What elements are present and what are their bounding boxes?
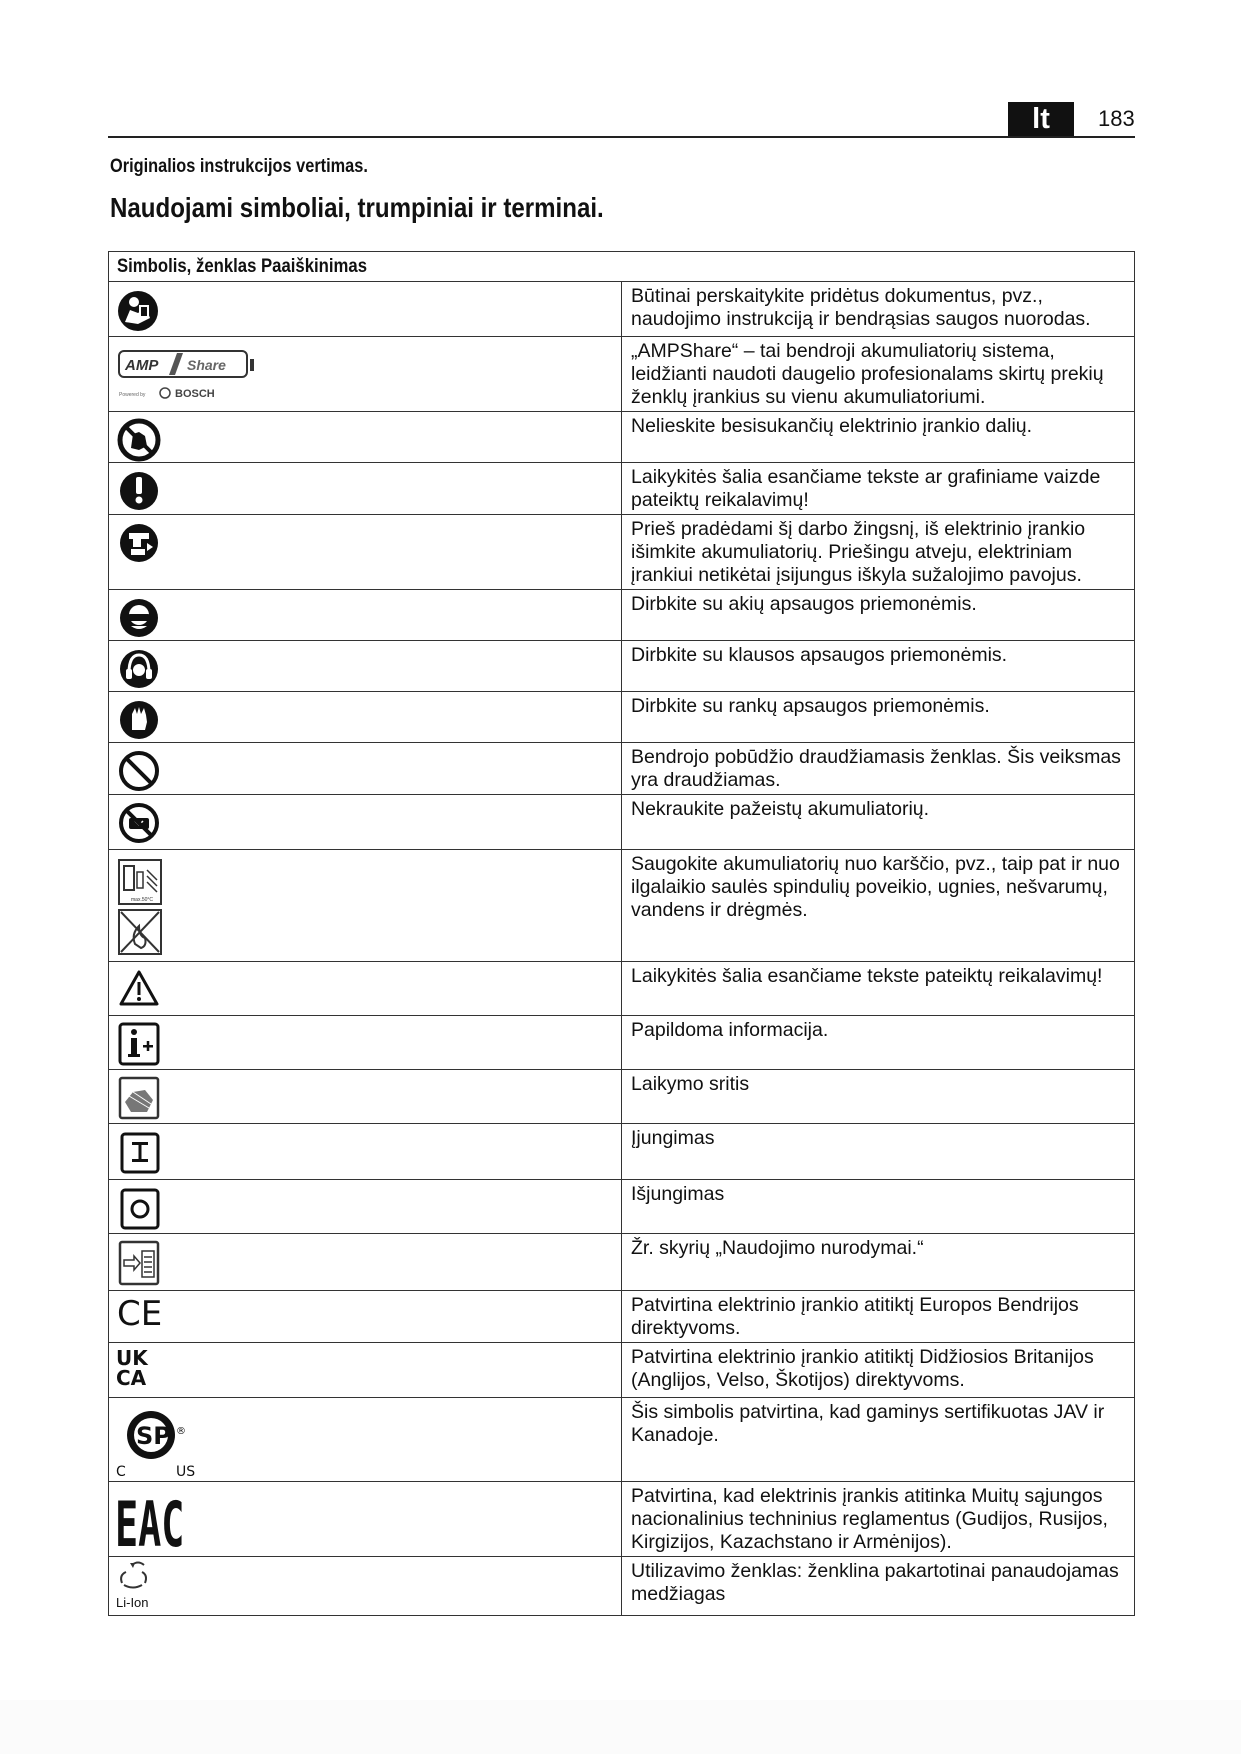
li-ion-label: Li-Ion	[116, 1595, 149, 1610]
explanation-cell: Papildoma informacija.	[622, 1016, 1135, 1070]
max-temperature-label: max.50°C	[131, 897, 154, 903]
symbol-cell	[109, 1124, 622, 1180]
table-row	[109, 692, 1135, 743]
symbol-cell	[109, 1398, 622, 1482]
table-row	[109, 1343, 1135, 1398]
table-row	[109, 962, 1135, 1016]
explanation-cell: Saugokite akumuliatorių nuo karščio, pvz., taip pat ir nuo ilgalaikio saulės spindulių poveikio, ugnies, nešvarumų, vandens ir drėgmės.	[622, 850, 1135, 962]
amp-text: AMP	[125, 357, 159, 374]
table-row	[109, 282, 1135, 337]
ukca-bottom-label: CA	[116, 1366, 147, 1390]
explanation-cell: Utilizavimo ženklas: ženklina pakartotinai panaudojamas medžiagas	[622, 1557, 1135, 1616]
table-header-row	[109, 252, 1135, 282]
symbol-cell	[109, 515, 622, 590]
info-icon	[117, 1018, 167, 1068]
exclamation-icon	[117, 465, 167, 513]
explanation-cell: Nekraukite pažeistų akumuliatorių.	[622, 795, 1135, 850]
ce-mark-label: CE	[117, 1294, 163, 1331]
eye-protection-icon	[117, 592, 167, 640]
symbol-cell	[109, 850, 622, 962]
explanation-cell: Dirbkite su akių apsaugos priemonėmis.	[622, 590, 1135, 641]
csa-mark-icon	[116, 1398, 216, 1480]
explanation-cell: Įjungimas	[622, 1124, 1135, 1180]
csa-us-label: US	[176, 1464, 196, 1480]
explanation-cell: Bendrojo pobūdžio draudžiamasis ženklas. Šis veiksmas yra draudžiamas.	[622, 743, 1135, 795]
table-row	[109, 337, 1135, 412]
symbol-cell	[109, 962, 622, 1016]
share-text: Share	[187, 357, 226, 373]
explanation-cell: Prieš pradėdami šį darbo žingsnį, iš elektrinio įrankio išimkite akumuliatorių. Priešingu atveju, elektriniam įrankiui netikėtai įsijungus iškyla sužalojimo pavojus.	[622, 515, 1135, 590]
power-off-icon	[117, 1182, 167, 1232]
eac-mark-label: EAC	[115, 1489, 185, 1554]
symbol-cell	[109, 1234, 622, 1291]
table-row	[109, 641, 1135, 692]
recycling-li-ion-icon	[116, 1557, 176, 1613]
ukca-mark-icon	[116, 1343, 176, 1393]
powered-by-text: Powered by	[119, 392, 146, 398]
table-row	[109, 1291, 1135, 1343]
table-row	[109, 1557, 1135, 1616]
explanation-cell: Patvirtina elektrinio įrankio atitiktį Europos Bendrijos direktyvoms.	[622, 1291, 1135, 1343]
symbol-cell	[109, 641, 622, 692]
read-manual-icon	[116, 286, 176, 336]
explanation-cell: Dirbkite su rankų apsaugos priemonėmis.	[622, 692, 1135, 743]
csa-c-label: C	[116, 1464, 126, 1480]
ampshare-logo-icon	[117, 339, 267, 409]
no-charge-damaged-battery-icon	[117, 797, 167, 845]
table-row	[109, 1398, 1135, 1482]
symbol-cell	[109, 1070, 622, 1124]
power-on-icon	[117, 1126, 167, 1176]
explanation-cell: Patvirtina elektrinio įrankio atitiktį Didžiosios Britanijos (Anglijos, Velso, Škotijos) direktyvoms.	[622, 1343, 1135, 1398]
table-row	[109, 1070, 1135, 1124]
explanation-cell: „AMPShare“ – tai bendroji akumuliatorių sistema, leidžianti naudoti daugelio profesionalams skirtų prekių ženklų įrankius su vienu akumuliatoriumi.	[622, 337, 1135, 412]
symbols-table	[108, 251, 1135, 1616]
symbol-cell	[109, 463, 622, 515]
explanation-cell: Laikykitės šalia esančiame tekste ar grafiniame vaizde pateiktų reikalavimų!	[622, 463, 1135, 515]
explanation-cell: Būtinai perskaitykite pridėtus dokumentus, pvz., naudojimo instrukciją ir bendrąsias saugos nuorodas.	[622, 282, 1135, 337]
csa-registered-label: ®	[176, 1426, 186, 1437]
eac-mark-icon	[115, 1484, 195, 1554]
remove-battery-icon	[117, 517, 167, 565]
symbol-cell	[109, 337, 622, 412]
see-section-icon	[117, 1236, 167, 1288]
warning-triangle-icon	[117, 964, 167, 1012]
ce-mark-icon	[115, 1291, 175, 1331]
table-row	[109, 1234, 1135, 1291]
hand-protection-icon	[117, 694, 167, 742]
table-row	[109, 515, 1135, 590]
ukca-top-label: UK	[116, 1346, 148, 1370]
table-row	[109, 1482, 1135, 1557]
header-rule	[108, 136, 1135, 138]
symbol-cell	[109, 1482, 622, 1557]
page-number: 183	[1098, 106, 1135, 131]
symbol-cell	[109, 1180, 622, 1234]
explanation-cell: Šis simbolis patvirtina, kad gaminys sertifikuotas JAV ir Kanadoje.	[622, 1398, 1135, 1482]
symbol-cell	[109, 795, 622, 850]
explanation-cell: Nelieskite besisukančių elektrinio įrankio dalių.	[622, 412, 1135, 463]
explanation-cell: Laikykitės šalia esančiame tekste pateiktų reikalavimų!	[622, 962, 1135, 1016]
table-row	[109, 463, 1135, 515]
table-row	[109, 850, 1135, 962]
table-row	[109, 795, 1135, 850]
explanation-cell: Laikymo sritis	[622, 1070, 1135, 1124]
grip-area-icon	[117, 1072, 167, 1122]
protect-battery-heat-icon	[117, 852, 177, 960]
symbol-cell	[109, 590, 622, 641]
table-header: Simbolis, ženklas Paaiškinimas	[109, 252, 1135, 282]
csa-center-label: SP	[136, 1422, 171, 1450]
do-not-touch-icon	[117, 414, 167, 462]
symbol-cell	[109, 692, 622, 743]
table-row	[109, 412, 1135, 463]
language-badge: lt	[1008, 102, 1074, 136]
symbol-cell	[109, 1016, 622, 1070]
symbol-cell	[109, 1343, 622, 1398]
symbol-cell	[109, 282, 622, 337]
page-title: Naudojami simboliai, trumpiniai ir terminai.	[110, 192, 604, 223]
table-row	[109, 590, 1135, 641]
page-bottom-margin	[0, 1700, 1241, 1754]
table-row	[109, 1124, 1135, 1180]
symbol-cell	[109, 1291, 622, 1343]
ear-protection-icon	[117, 643, 167, 691]
symbol-cell	[109, 412, 622, 463]
prohibition-icon	[117, 745, 167, 793]
bosch-text: BOSCH	[175, 388, 215, 400]
symbol-cell	[109, 743, 622, 795]
explanation-cell: Dirbkite su klausos apsaugos priemonėmis.	[622, 641, 1135, 692]
symbol-cell	[109, 1557, 622, 1616]
table-row	[109, 1180, 1135, 1234]
table-row	[109, 1016, 1135, 1070]
explanation-cell: Žr. skyrių „Naudojimo nurodymai.“	[622, 1234, 1135, 1291]
explanation-cell: Išjungimas	[622, 1180, 1135, 1234]
document-subtitle: Originalios instrukcijos vertimas.	[110, 156, 368, 177]
explanation-cell: Patvirtina, kad elektrinis įrankis atitinka Muitų sąjungos nacionalinius techninius reglamentus (Gudijos, Rusijos, Kirgizijos, Kazachstano ir Armėnijos).	[622, 1482, 1135, 1557]
table-row	[109, 743, 1135, 795]
